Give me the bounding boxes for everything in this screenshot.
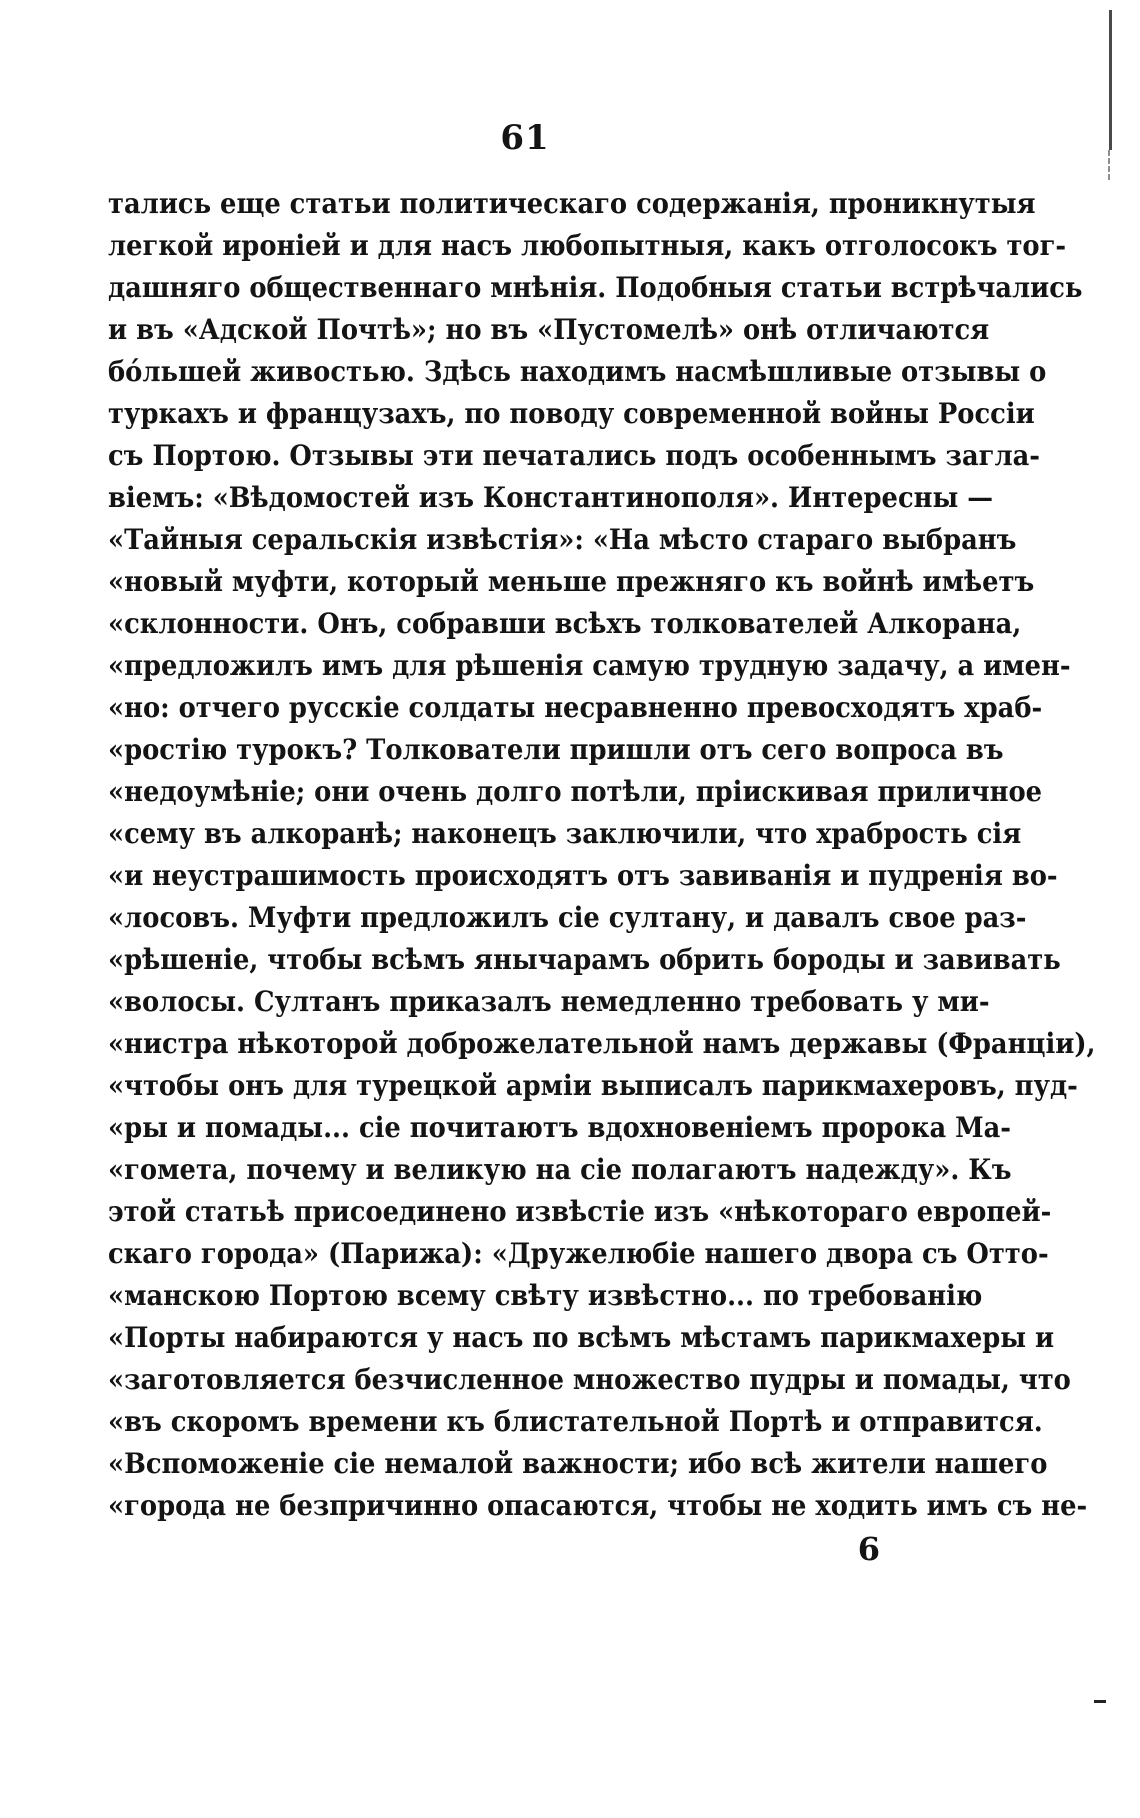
text-line: «но: отчего русскіе солдаты несравненно превосходятъ храб- — [108, 691, 1043, 724]
text-line: «склонности. Онъ, собравши всѣхъ толкователей Алкорана, — [108, 607, 1022, 640]
text-line: туркахъ и французахъ, по поводу современной войны Россіи — [108, 397, 1035, 430]
text-line: бо́льшей живостью. Здѣсь находимъ насмѣшливые отзывы о — [108, 355, 1047, 388]
text-line: легкой ироніей и для насъ любопытныя, какъ отголосокъ тог- — [108, 229, 1067, 262]
text-line: и въ «Адской Почтѣ»; но въ «Пустомелѣ» онѣ отличаются — [108, 313, 990, 346]
text-line: «Тайныя серальскія извѣстія»: «На мѣсто стараго выбранъ — [108, 523, 1017, 556]
body-text — [108, 183, 1096, 1527]
signature-mark: 6 — [857, 1530, 880, 1568]
text-line: этой статьѣ присоединено извѣстіе изъ «нѣкотораго европей- — [108, 1195, 1052, 1228]
text-line: віемъ: «Вѣдомостей изъ Константинополя». Интересны — — [108, 481, 994, 514]
text-line: «предложилъ имъ для рѣшенія самую трудную задачу, а имен- — [108, 649, 1071, 682]
scan-edge-mark — [1109, 10, 1112, 150]
text-line: «и неустрашимость происходятъ отъ завиванія и пудренія во- — [108, 859, 1058, 892]
text-line: «въ скоромъ времени къ блистательной Портѣ и отправится. — [108, 1405, 1043, 1438]
text-line: «лосовъ. Муфти предложилъ сіе султану, и давалъ свое раз- — [108, 901, 1027, 934]
text-line: «новый муфти, который меньше прежняго къ войнѣ имѣетъ — [108, 565, 1035, 598]
text-line: «нистра нѣкоторой доброжелательной намъ державы (Франціи), — [108, 1027, 1096, 1060]
text-line: «гомета, почему и великую на сіе полагаютъ надежду». Къ — [108, 1153, 1012, 1186]
text-line: «Порты набираются у насъ по всѣмъ мѣстамъ парикмахеры и — [108, 1321, 1055, 1354]
text-line: съ Портою. Отзывы эти печатались подъ особеннымъ загла- — [108, 439, 1041, 472]
text-line: дашняго общественнаго мнѣнія. Подобныя статьи встрѣчались — [108, 271, 1083, 304]
text-line: «волосы. Султанъ приказалъ немедленно требовать у ми- — [108, 985, 990, 1018]
text-line: тались еще статьи политическаго содержанія, проникнутыя — [108, 187, 1036, 220]
text-line: «манскою Портою всему свѣту извѣстно... по требованію — [108, 1279, 983, 1312]
text-line: «рѣшеніе, чтобы всѣмъ янычарамъ обрить бороды и завивать — [108, 943, 1061, 976]
scan-edge-dashes — [1108, 150, 1112, 180]
text-line: «города не безпричинно опасаются, чтобы не ходить имъ съ не- — [108, 1489, 1088, 1522]
text-line: «сему въ алкоранѣ; наконецъ заключили, что храбрость сія — [108, 817, 1022, 850]
text-line: «недоумѣніе; они очень долго потѣли, пріискивая приличное — [108, 775, 1043, 808]
text-line: «чтобы онъ для турецкой арміи выписалъ парикмахеровъ, пуд- — [108, 1069, 1078, 1102]
text-line: скаго города» (Парижа): «Дружелюбіе нашего двора съ Отто- — [108, 1237, 1049, 1270]
text-line: «ры и помады... сіе почитаютъ вдохновеніемъ пророка Ма- — [108, 1111, 1012, 1144]
scan-tick-mark — [1094, 1700, 1106, 1703]
text-line: «заготовляется безчисленное множество пудры и помады, что — [108, 1363, 1071, 1396]
page-number: 61 — [500, 118, 550, 158]
text-line: «ростію турокъ? Толкователи пришли отъ сего вопроса въ — [108, 733, 1004, 766]
text-line: «Вспоможеніе сіе немалой важности; ибо всѣ жители нашего — [108, 1447, 1048, 1480]
